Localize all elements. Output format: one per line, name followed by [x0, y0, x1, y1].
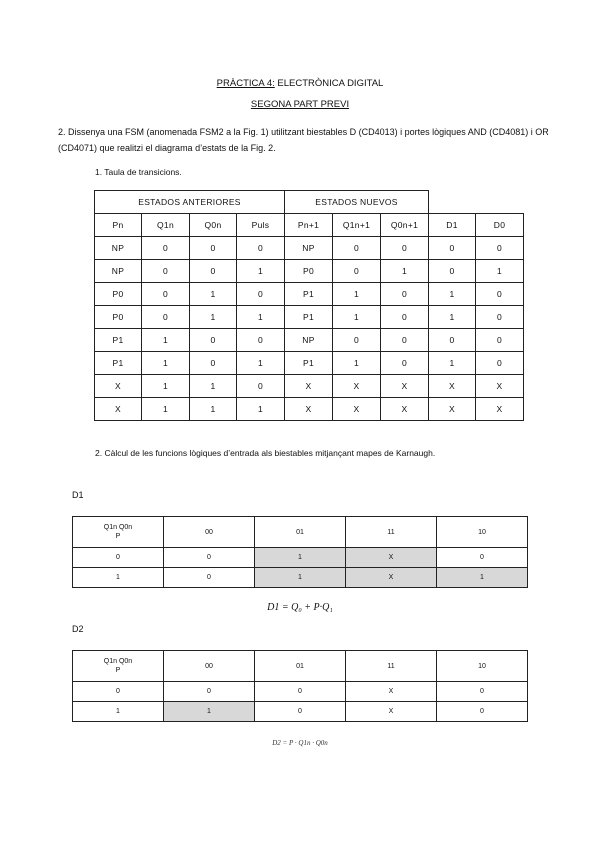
kmap-row-header: 1 — [73, 568, 164, 588]
table-cell: 1 — [381, 260, 429, 283]
table-cell: 1 — [333, 283, 381, 306]
table-cell: NP — [95, 237, 142, 260]
kmap-row — [73, 568, 528, 588]
exercise-statement: 2. Dissenya una FSM (anomenada FSM2 a la Fig. 1) utilitzant biestables D (CD4013) i portes lògiques AND (CD4081) i OR (CD4071) que realitzi el diagrama d’estats de la Fig. 2. — [58, 127, 549, 153]
kmap-row-header: 0 — [73, 682, 164, 702]
kmap-d1 — [72, 516, 528, 588]
column-header: Pn — [95, 214, 142, 237]
table-row — [95, 329, 524, 352]
table-cell: 0 — [476, 237, 524, 260]
table-cell: X — [429, 398, 476, 421]
kmap-cell: 0 — [437, 702, 528, 722]
table-cell: 1 — [142, 375, 190, 398]
kmap-column-header: 00 — [164, 517, 255, 548]
column-header: Q1n — [142, 214, 190, 237]
table-cell: X — [95, 375, 142, 398]
table-cell: X — [333, 375, 381, 398]
table-row — [95, 306, 524, 329]
kmap-cell-grouped: 1 — [255, 548, 346, 568]
practice-subject: ELECTRÒNICA DIGITAL — [274, 78, 384, 89]
table-cell: 0 — [476, 306, 524, 329]
kmap-cell: 0 — [255, 682, 346, 702]
column-header: D1 — [429, 214, 476, 237]
group-header-new-states: ESTADOS NUEVOS — [285, 191, 429, 214]
table-cell: 1 — [237, 398, 285, 421]
kmap-column-header: 10 — [437, 517, 528, 548]
table-cell: X — [381, 398, 429, 421]
practice-label: PRÀCTICA 4: — [216, 78, 275, 89]
table-cell: P0 — [95, 306, 142, 329]
table-cell: 0 — [190, 352, 237, 375]
kmap-cell: 0 — [164, 682, 255, 702]
table-cell: 0 — [142, 283, 190, 306]
table-cell: 0 — [142, 260, 190, 283]
table-cell: 1 — [333, 352, 381, 375]
kmap-corner-vars: Q1n Q0n — [103, 658, 133, 665]
table-cell: 1 — [142, 352, 190, 375]
table-row — [95, 260, 524, 283]
table-row — [95, 375, 524, 398]
table-cell: 0 — [381, 329, 429, 352]
table-cell: X — [285, 375, 333, 398]
kmap-corner-p: P — [115, 667, 121, 674]
table-cell: P1 — [285, 306, 333, 329]
table-cell: 1 — [190, 306, 237, 329]
column-header: Q0n — [190, 214, 237, 237]
kmap-cell-grouped: 1 — [255, 568, 346, 588]
equation-d2: D2 = P · Q1n · Q0n — [272, 739, 328, 747]
kmap-cell: X — [346, 682, 437, 702]
table-cell: 0 — [237, 329, 285, 352]
table-cell: P0 — [95, 283, 142, 306]
table-row — [95, 237, 524, 260]
section-transition-table-heading: 1. Taula de transicions. — [95, 167, 182, 177]
table-cell: P1 — [95, 352, 142, 375]
kmap-column-header: 11 — [346, 651, 437, 682]
table-cell: X — [285, 398, 333, 421]
table-cell: P0 — [285, 260, 333, 283]
table-cell: 1 — [142, 398, 190, 421]
table-cell: 1 — [190, 283, 237, 306]
table-cell: P1 — [95, 329, 142, 352]
table-cell: 0 — [381, 352, 429, 375]
kmap-cell-grouped: 1 — [437, 568, 528, 588]
kmap-cell: 0 — [437, 548, 528, 568]
kmap-cell: 0 — [437, 682, 528, 702]
kmap-cell: 0 — [255, 702, 346, 722]
table-cell: 1 — [237, 260, 285, 283]
table-cell: 1 — [142, 329, 190, 352]
kmap-cell-grouped: X — [346, 568, 437, 588]
table-cell: 0 — [237, 237, 285, 260]
column-header: Q1n+1 — [333, 214, 381, 237]
table-cell: 0 — [142, 306, 190, 329]
kmap-corner-cell — [73, 651, 164, 682]
kmap-row-header: 0 — [73, 548, 164, 568]
table-cell: 0 — [190, 237, 237, 260]
table-cell: 1 — [476, 260, 524, 283]
table-cell: 0 — [237, 283, 285, 306]
table-cell: 0 — [429, 237, 476, 260]
table-cell: 0 — [476, 352, 524, 375]
table-cell: X — [333, 398, 381, 421]
kmap-d2-label: D2 — [72, 624, 84, 634]
kmap-column-header: 00 — [164, 651, 255, 682]
empty-header-cell — [429, 191, 524, 214]
kmap-column-header: 01 — [255, 651, 346, 682]
kmap-cell: 0 — [164, 548, 255, 568]
table-cell: 0 — [381, 237, 429, 260]
table-cell: 1 — [333, 306, 381, 329]
column-header: Pn+1 — [285, 214, 333, 237]
kmap-corner-cell — [73, 517, 164, 548]
table-cell: P1 — [285, 283, 333, 306]
column-header: D0 — [476, 214, 524, 237]
table-cell: 1 — [429, 352, 476, 375]
kmap-row-header: 1 — [73, 702, 164, 722]
table-row — [95, 283, 524, 306]
table-cell: 1 — [190, 398, 237, 421]
table-cell: 1 — [190, 375, 237, 398]
column-header-row — [95, 214, 524, 237]
table-cell: 0 — [237, 375, 285, 398]
table-cell: 1 — [429, 283, 476, 306]
table-cell: X — [429, 375, 476, 398]
kmap-cell: X — [346, 702, 437, 722]
table-cell: 0 — [333, 237, 381, 260]
table-cell: 0 — [381, 283, 429, 306]
table-cell: 0 — [381, 306, 429, 329]
table-cell: X — [381, 375, 429, 398]
section-subtitle: SEGONA PART PREVI — [250, 99, 350, 110]
table-cell: 0 — [333, 329, 381, 352]
kmap-cell-grouped: X — [346, 548, 437, 568]
table-cell: X — [95, 398, 142, 421]
table-cell: 0 — [190, 329, 237, 352]
table-cell: 0 — [190, 260, 237, 283]
kmap-row — [73, 682, 528, 702]
table-cell: P1 — [285, 352, 333, 375]
table-cell: 0 — [429, 329, 476, 352]
equation-d1: D1 = Q₀ + P·Q₁ — [267, 602, 333, 613]
table-cell: NP — [285, 237, 333, 260]
kmap-column-header: 10 — [437, 651, 528, 682]
table-cell: 0 — [142, 237, 190, 260]
column-header: Q0n+1 — [381, 214, 429, 237]
table-cell: 0 — [476, 283, 524, 306]
transition-table — [94, 190, 524, 421]
kmap-cell: 0 — [164, 568, 255, 588]
kmap-column-header: 01 — [255, 517, 346, 548]
table-cell: X — [476, 375, 524, 398]
section-karnaugh-heading: 2. Càlcul de les funcions lògiques d’entrada als biestables mitjançant mapes de Karnaugh. — [95, 448, 436, 458]
table-cell: 0 — [333, 260, 381, 283]
kmap-row — [73, 702, 528, 722]
kmap-column-header: 11 — [346, 517, 437, 548]
kmap-corner-p: P — [115, 533, 121, 540]
kmap-cell-grouped: 1 — [164, 702, 255, 722]
kmap-row — [73, 548, 528, 568]
table-cell: NP — [285, 329, 333, 352]
table-cell: X — [476, 398, 524, 421]
table-row — [95, 352, 524, 375]
practice-title — [0, 78, 600, 89]
table-row — [95, 398, 524, 421]
table-cell: 0 — [476, 329, 524, 352]
table-cell: NP — [95, 260, 142, 283]
table-cell: 1 — [237, 352, 285, 375]
group-header-previous-states: ESTADOS ANTERIORES — [95, 191, 285, 214]
kmap-corner-vars: Q1n Q0n — [103, 524, 133, 531]
kmap-d2 — [72, 650, 528, 722]
table-cell: 1 — [237, 306, 285, 329]
table-cell: 1 — [429, 306, 476, 329]
kmap-d1-label: D1 — [72, 490, 84, 500]
table-cell: 0 — [429, 260, 476, 283]
column-header: Puls — [237, 214, 285, 237]
